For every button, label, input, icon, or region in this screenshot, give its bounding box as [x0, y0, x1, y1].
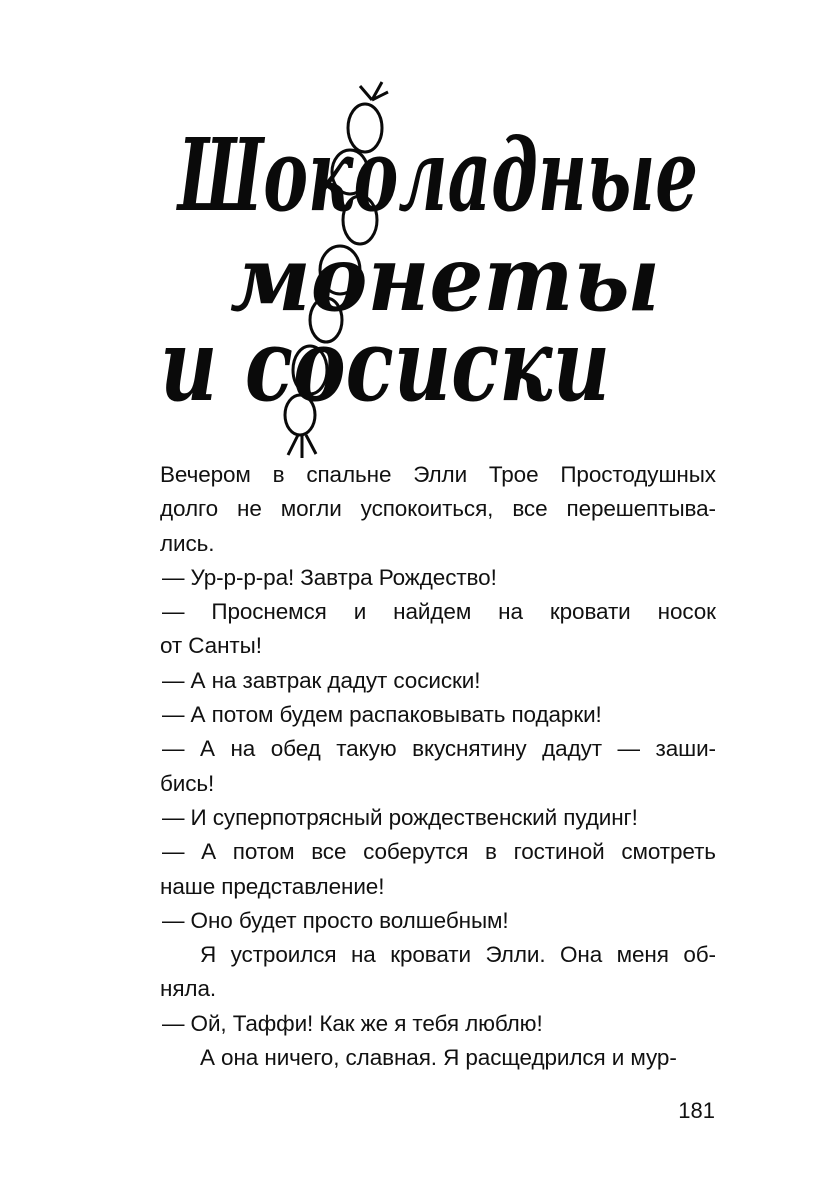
text-line	[160, 458, 716, 492]
text-word: в	[485, 839, 497, 865]
text-word: на	[350, 942, 376, 968]
text-line	[160, 732, 716, 766]
text-word: —	[162, 599, 185, 625]
text-word: обед	[270, 736, 321, 762]
text-word: Простодушных	[560, 462, 716, 487]
text-word: Вечером	[160, 462, 251, 487]
chapter-title-art	[150, 80, 710, 460]
text-word: —	[162, 736, 185, 762]
text-word: об-	[683, 942, 716, 968]
text-line	[160, 938, 716, 972]
text-word: на	[498, 599, 523, 625]
text-line	[160, 835, 716, 869]
text-line: — Ур-р-р-ра! Завтра Рождество!	[162, 564, 497, 590]
text-word: кровати	[549, 599, 631, 625]
text-line: — Оно будет просто волшебным!	[162, 907, 509, 933]
text-word: заши-	[655, 736, 716, 762]
text-word: соберутся	[363, 839, 469, 865]
text-line	[160, 595, 716, 629]
text-line: от Санты!	[160, 633, 262, 659]
text-line: — И суперпотрясный рождественский пудинг!	[162, 804, 638, 830]
text-word: все	[311, 839, 347, 865]
text-line	[160, 492, 716, 526]
text-word: успокоиться,	[360, 496, 494, 522]
text-line: — Ой, Таффи! Как же я тебя люблю!	[162, 1010, 543, 1036]
text-word: смотреть	[621, 839, 716, 865]
text-word: на	[230, 736, 256, 762]
text-line: — А на завтрак дадут сосиски!	[162, 667, 481, 693]
text-word: все	[512, 496, 548, 522]
text-word: такую	[336, 736, 397, 762]
text-line: няла.	[160, 976, 217, 1002]
text-word: потом	[232, 839, 295, 865]
text-word: —	[617, 736, 640, 762]
chapter-title	[150, 80, 710, 460]
text-line: наше представление!	[160, 873, 385, 899]
text-line: лись.	[160, 530, 215, 556]
text-word: спальне	[306, 462, 392, 487]
text-word: дадут	[542, 736, 602, 762]
text-word: устроился	[230, 942, 337, 968]
text-word: и	[353, 599, 367, 625]
text-word: долго	[160, 496, 219, 522]
text-word: —	[162, 839, 185, 865]
text-word: А	[201, 839, 217, 865]
title-line-3: и сосиски	[160, 306, 610, 424]
text-line: А она ничего, славная. Я расщедрился и мур-	[200, 1045, 677, 1071]
text-word: Я	[200, 942, 217, 968]
text-word: Проснемся	[211, 599, 327, 625]
text-word: не	[237, 496, 262, 522]
text-line: бись!	[160, 770, 215, 796]
page-number: 181	[678, 1098, 715, 1123]
text-word: вкуснятину	[412, 736, 527, 762]
text-word: меня	[616, 942, 669, 968]
text-word: могли	[280, 496, 342, 522]
text-word: кровати	[390, 942, 471, 968]
text-word: Элли	[413, 462, 468, 487]
text-word: А	[199, 736, 215, 762]
text-word: Она	[560, 942, 603, 968]
text-word: в	[272, 462, 285, 487]
text-word: перешептыва-	[566, 496, 716, 522]
text-word: носок	[657, 599, 716, 625]
text-word: Трое	[488, 462, 539, 487]
title-line-1: Шоколадные	[175, 116, 698, 234]
title-line-2: монеты	[230, 226, 660, 332]
text-line: — А потом будем распаковывать подарки!	[162, 702, 602, 728]
text-word: гостиной	[513, 839, 605, 865]
text-word: найдем	[393, 599, 472, 625]
text-word: Элли.	[485, 942, 546, 968]
chapter-body-text	[160, 458, 716, 1075]
